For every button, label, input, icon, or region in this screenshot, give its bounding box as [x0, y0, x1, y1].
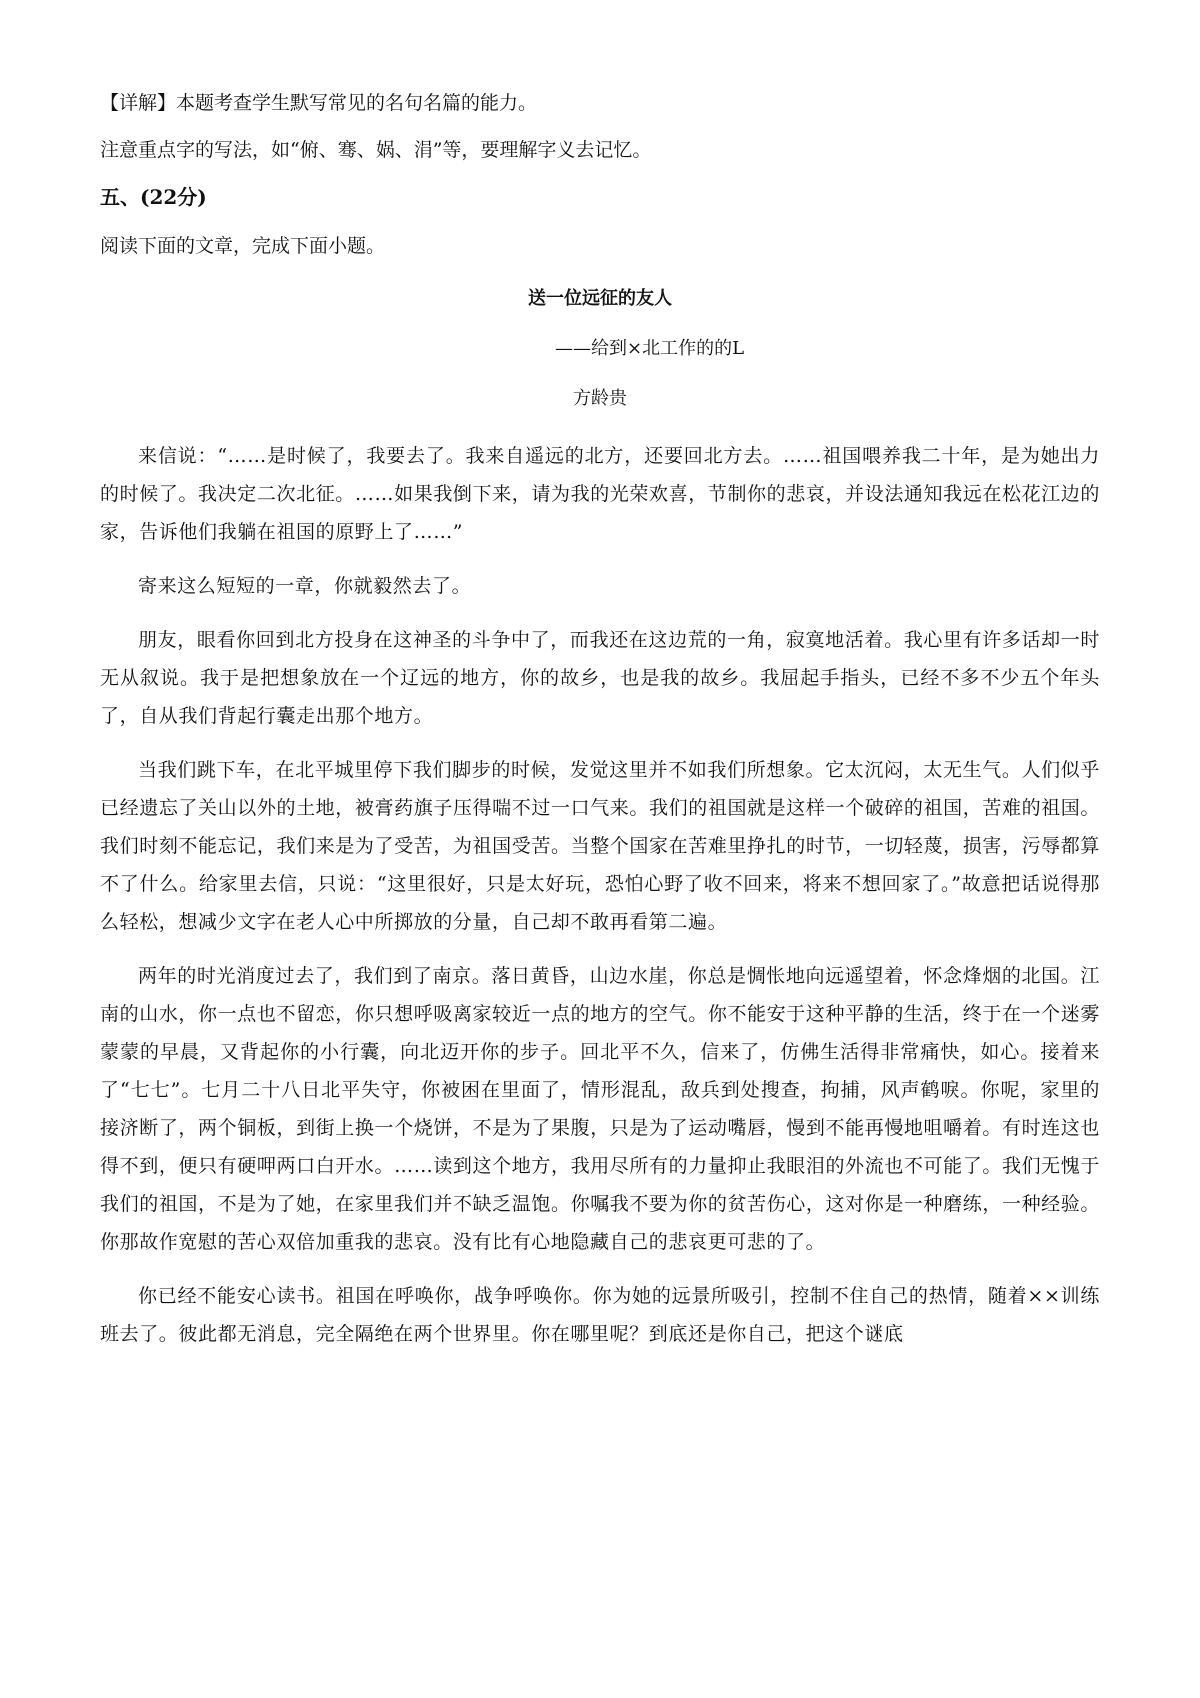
article-title: 送一位远征的友人	[528, 288, 672, 309]
article-author: 方龄贵	[573, 388, 627, 409]
article-paragraph: 两年的时光消度过去了，我们到了南京。落日黄昏，山边水崖，你总是惆怅地向远遥望着，怀念烽烟的北国。江南的山水，你一点也不留恋，你只想呼吸离家较近一点的地方的空气。你不能安于这种平静的生活，终于在一个迷雾蒙蒙的早晨，又背起你的小行囊，向北迈开你的步子。回北平不久，信来了，仿佛生活得非常痛快，如心。接着来了“七七”。七月二十八日北平失守，你被困在里面了，情形混乱，敌兵到处搜查，拘捕，风声鹤唳。你呢，家里的接济断了，两个铜板，到街上换一个烧饼，不是为了果腹，只是为了运动嘴唇，慢到不能再慢地咀嚼着。有时连这也得不到，便只有硬呷两口白开水。……读到这个地方，我用尽所有的力量抑止我眼泪的外流也不可能了。我们无愧于我们的祖国，不是为了她，在家里我们并不缺乏温饱。你嘱我不要为你的贫苦伤心，这对你是一种磨练，一种经验。你那故作宽慰的苦心双倍加重我的悲哀。没有比有心地隐藏自己的悲哀更可悲的了。	[100, 965, 1100, 1253]
reading-instruction: 阅读下面的文章，完成下面小题。	[100, 235, 386, 257]
section-heading: 五、(22分)	[100, 185, 207, 209]
article-paragraph: 寄来这么短短的一章，你就毅然去了。	[138, 575, 472, 597]
document-page	[100, 88, 1100, 1369]
article-body	[100, 437, 1100, 1353]
note-line: 注意重点字的写法，如“俯、骞、娲、涓”等，要理解字义去记忆。	[100, 139, 652, 161]
article-paragraph: 当我们跳下车，在北平城里停下我们脚步的时候，发觉这里并不如我们所想象。它太沉闷，太无生气。人们似乎已经遗忘了关山以外的土地，被膏药旗子压得喘不过一口气来。我们的祖国就是这样一个破碎的祖国，苦难的祖国。我们时刻不能忘记，我们来是为了受苦，为祖国受苦。当整个国家在苦难里挣扎的时节，一切轻蔑，损害，污辱都算不了什么。给家里去信，只说：“这里很好，只是太好玩，恐怕心野了收不回来，将来不想回家了。”故意把话说得那么轻松，想减少文字在老人心中所掷放的分量，自己却不敢再看第二遍。	[100, 759, 1100, 933]
article-paragraph: 来信说：“……是时候了，我要去了。我来自遥远的北方，还要回北方去。……祖国喂养我二十年，是为她出力的时候了。我决定二次北征。……如果我倒下来，请为我的光荣欢喜，节制你的悲哀，并设法通知我远在松花江边的家，告诉他们我躺在祖国的原野上了……”	[100, 445, 1100, 543]
article-subtitle: ——给到×北工作的的L	[555, 338, 745, 359]
detail-line: 【详解】本题考查学生默写常见的名句名篇的能力。	[100, 92, 538, 114]
article-paragraph: 你已经不能安心读书。祖国在呼唤你，战争呼唤你。你为她的远景所吸引，控制不住自己的热情，随着××训练班去了。彼此都无消息，完全隔绝在两个世界里。你在哪里呢？到底还是你自己，把这个谜底	[100, 1285, 1100, 1345]
article-paragraph: 朋友，眼看你回到北方投身在这神圣的斗争中了，而我还在这边荒的一角，寂寞地活着。我心里有许多话却一时无从叙说。我于是把想象放在一个辽远的地方，你的故乡，也是我的故乡。我屈起手指头，已经不多不少五个年头了，自从我们背起行囊走出那个地方。	[100, 629, 1100, 727]
